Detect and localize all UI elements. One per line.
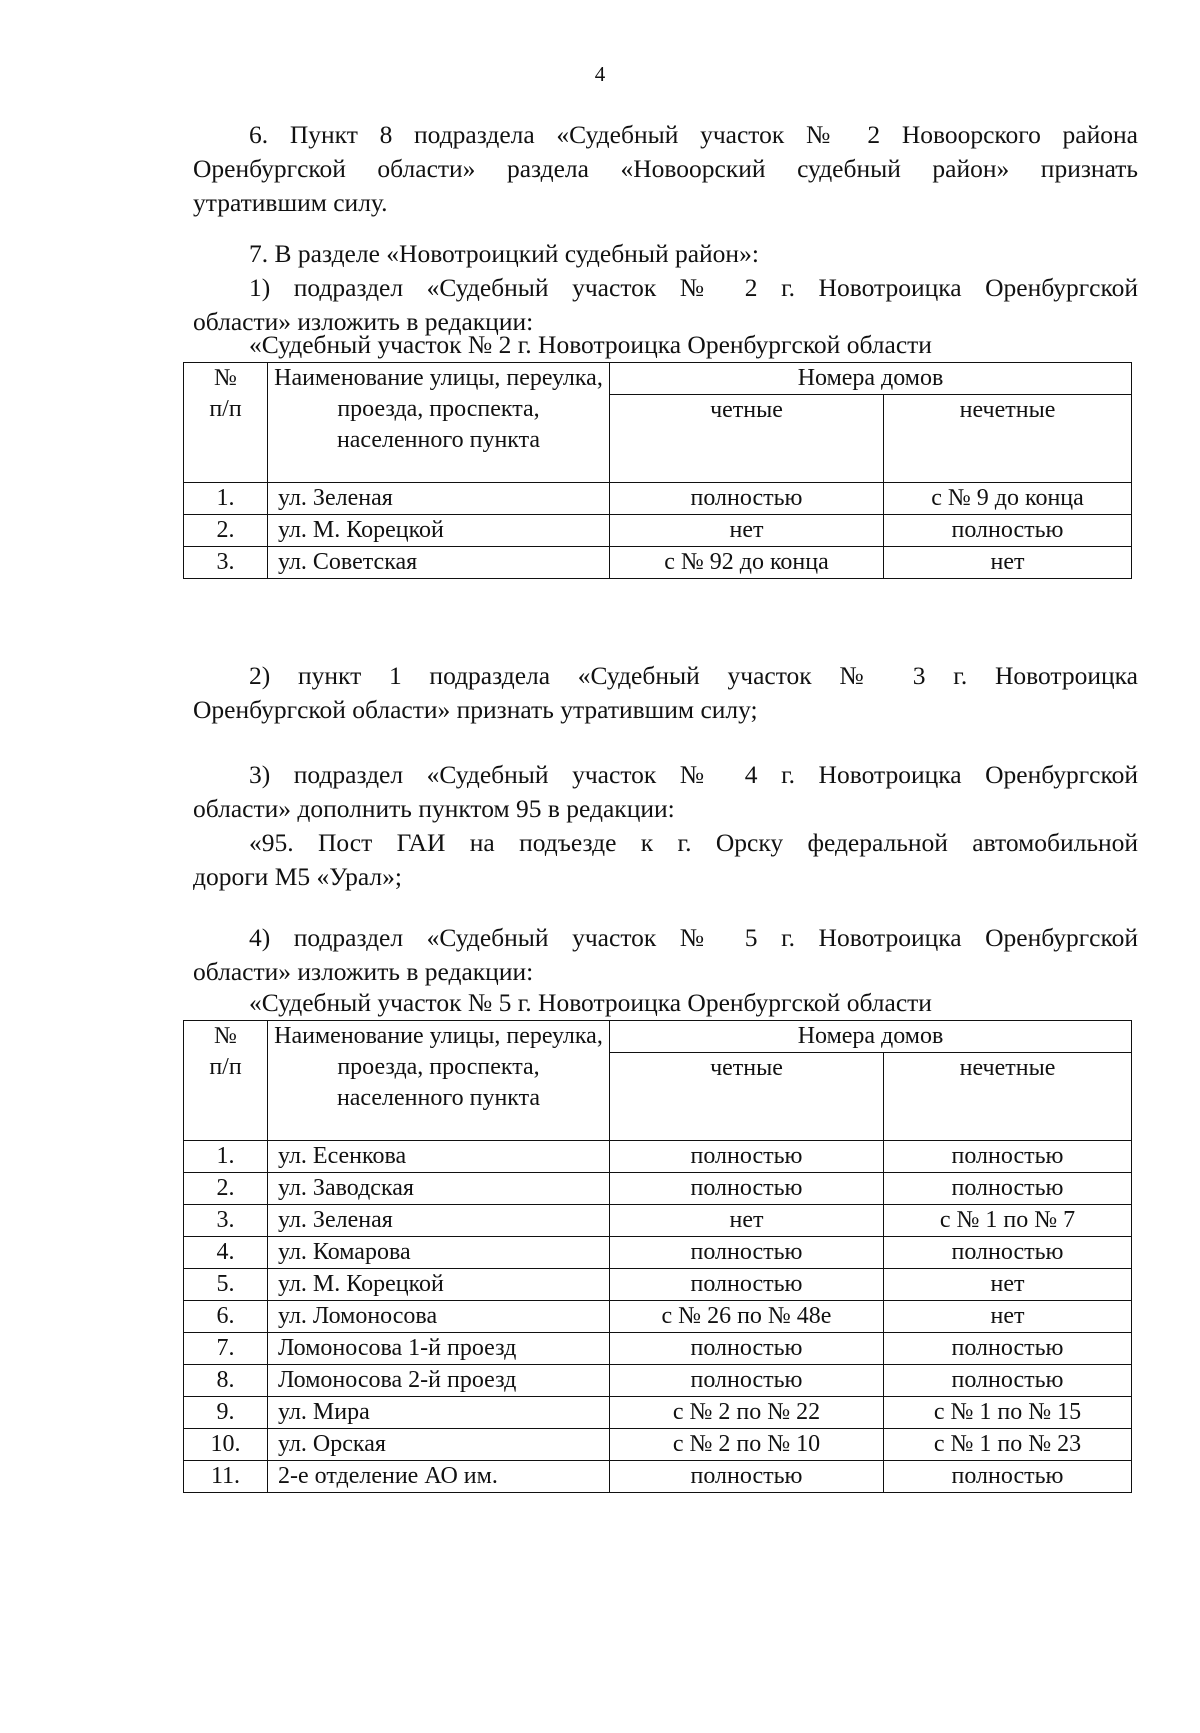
table-row xyxy=(184,515,1132,547)
row-even: полностью xyxy=(610,1141,884,1173)
header-street-name: Наименование улицы, переулка, проезда, проспекта, населенного пункта xyxy=(268,363,610,483)
row-even: нет xyxy=(610,515,884,547)
item-3-quote-line-2: дороги М5 «Урал»; xyxy=(193,862,402,891)
table-row xyxy=(184,1301,1132,1333)
header-num xyxy=(184,1021,268,1141)
row-street: ул. Орская xyxy=(268,1429,610,1461)
item-4-line-1: 4) подраздел «Судебный участок № 5 г. Новотроицка Оренбургской xyxy=(249,923,1138,952)
row-num: 10. xyxy=(184,1429,268,1461)
row-odd: полностью xyxy=(884,1237,1132,1269)
table-row xyxy=(184,547,1132,579)
table-2 xyxy=(183,1020,1132,1493)
row-street: ул. Зеленая xyxy=(268,1205,610,1237)
item-3-line-1: 3) подраздел «Судебный участок № 4 г. Новотроицка Оренбургской xyxy=(249,760,1138,789)
row-num: 11. xyxy=(184,1461,268,1493)
item-3-quote-line-1: «95. Пост ГАИ на подъезде к г. Орску федеральной автомобильной xyxy=(249,828,1138,857)
row-even: полностью xyxy=(610,1237,884,1269)
row-odd: полностью xyxy=(884,1173,1132,1205)
row-street: ул. М. Корецкой xyxy=(268,515,610,547)
row-street: 2-е отделение АО им. xyxy=(268,1461,610,1493)
table-row xyxy=(184,1237,1132,1269)
row-odd: нет xyxy=(884,1301,1132,1333)
header-num-sign: № xyxy=(214,1023,237,1049)
table-row xyxy=(184,1333,1132,1365)
row-even: с № 92 до конца xyxy=(610,547,884,579)
table-row xyxy=(184,1429,1132,1461)
row-street: Ломоносова 1-й проезд xyxy=(268,1333,610,1365)
row-street: ул. Мира xyxy=(268,1397,610,1429)
row-num: 7. xyxy=(184,1333,268,1365)
table-row xyxy=(184,1205,1132,1237)
table-row xyxy=(184,1269,1132,1301)
header-even: четные xyxy=(610,395,884,483)
row-even: с № 2 по № 22 xyxy=(610,1397,884,1429)
row-even: с № 2 по № 10 xyxy=(610,1429,884,1461)
row-street: ул. Зеленая xyxy=(268,483,610,515)
paragraph-6-line-3: утратившим силу. xyxy=(193,188,388,217)
table-row xyxy=(184,1173,1132,1205)
table-2-header-row xyxy=(184,1021,1132,1053)
row-street: ул. Комарова xyxy=(268,1237,610,1269)
row-num: 9. xyxy=(184,1397,268,1429)
row-street: ул. М. Корецкой xyxy=(268,1269,610,1301)
paragraph-7-item-2 xyxy=(193,659,1138,727)
row-odd: полностью xyxy=(884,1365,1132,1397)
item-3-line-2: области» дополнить пунктом 95 в редакции: xyxy=(193,794,675,823)
row-odd: нет xyxy=(884,547,1132,579)
paragraph-7-item1-line-2: области» изложить в редакции: xyxy=(193,307,534,336)
row-num: 1. xyxy=(184,483,268,515)
row-num: 1. xyxy=(184,1141,268,1173)
row-odd: с № 1 по № 15 xyxy=(884,1397,1132,1429)
row-num: 2. xyxy=(184,515,268,547)
table-row xyxy=(184,1141,1132,1173)
paragraph-6-line-2: Оренбургской области» раздела «Новоорский судебный район» признать xyxy=(193,154,1138,183)
paragraph-7 xyxy=(193,237,1138,339)
row-street: ул. Ломоносова xyxy=(268,1301,610,1333)
header-street-name: Наименование улицы, переулка, проезда, проспекта, населенного пункта xyxy=(268,1021,610,1141)
table-row xyxy=(184,1397,1132,1429)
paragraph-7-item-3 xyxy=(193,758,1138,894)
row-even: полностью xyxy=(610,1365,884,1397)
row-num: 3. xyxy=(184,1205,268,1237)
paragraph-7-intro: 7. В разделе «Новотроицкий судебный район»: xyxy=(249,239,759,268)
item-4-line-2: области» изложить в редакции: xyxy=(193,957,534,986)
paragraph-6-line-1: 6. Пункт 8 подраздела «Судебный участок № 2 Новоорского района xyxy=(249,120,1138,149)
row-odd: с № 1 по № 23 xyxy=(884,1429,1132,1461)
table-1-header-row xyxy=(184,363,1132,395)
row-even: нет xyxy=(610,1205,884,1237)
header-num-pp: п/п xyxy=(209,1054,242,1080)
row-even: полностью xyxy=(610,1173,884,1205)
table-row xyxy=(184,1365,1132,1397)
header-even: четные xyxy=(610,1053,884,1141)
row-even: полностью xyxy=(610,1461,884,1493)
row-num: 5. xyxy=(184,1269,268,1301)
row-street: Ломоносова 2-й проезд xyxy=(268,1365,610,1397)
row-num: 8. xyxy=(184,1365,268,1397)
header-house-numbers: Номера домов xyxy=(610,363,1132,395)
row-num: 4. xyxy=(184,1237,268,1269)
row-even: полностью xyxy=(610,483,884,515)
row-odd: нет xyxy=(884,1269,1132,1301)
table-row xyxy=(184,1461,1132,1493)
item-2-line-1: 2) пункт 1 подраздела «Судебный участок № 3 г. Новотроицка xyxy=(249,661,1138,690)
row-odd: полностью xyxy=(884,515,1132,547)
row-num: 6. xyxy=(184,1301,268,1333)
table-row xyxy=(184,483,1132,515)
header-num-pp: п/п xyxy=(209,396,242,422)
row-num: 3. xyxy=(184,547,268,579)
row-odd: полностью xyxy=(884,1333,1132,1365)
paragraph-7-item1-line-1: 1) подраздел «Судебный участок № 2 г. Новотроицка Оренбургской xyxy=(249,273,1138,302)
row-street: ул. Есенкова xyxy=(268,1141,610,1173)
row-odd: полностью xyxy=(884,1461,1132,1493)
table-1 xyxy=(183,362,1132,579)
row-even: полностью xyxy=(610,1269,884,1301)
header-num xyxy=(184,363,268,483)
row-odd: полностью xyxy=(884,1141,1132,1173)
table-1-title: «Судебный участок № 2 г. Новотроицка Оренбургской области xyxy=(249,330,932,359)
row-odd: с № 1 по № 7 xyxy=(884,1205,1132,1237)
row-street: ул. Советская xyxy=(268,547,610,579)
row-even: полностью xyxy=(610,1333,884,1365)
paragraph-6 xyxy=(193,118,1138,220)
item-2-line-2: Оренбургской области» признать утратившим силу; xyxy=(193,695,758,724)
row-num: 2. xyxy=(184,1173,268,1205)
row-street: ул. Заводская xyxy=(268,1173,610,1205)
row-even: с № 26 по № 48е xyxy=(610,1301,884,1333)
page-number: 4 xyxy=(594,62,606,86)
table-2-title: «Судебный участок № 5 г. Новотроицка Оренбургской области xyxy=(249,988,932,1017)
row-odd: с № 9 до конца xyxy=(884,483,1132,515)
header-num-sign: № xyxy=(214,365,237,391)
header-house-numbers: Номера домов xyxy=(610,1021,1132,1053)
paragraph-7-item-4 xyxy=(193,921,1138,989)
header-odd: нечетные xyxy=(884,395,1132,483)
header-odd: нечетные xyxy=(884,1053,1132,1141)
